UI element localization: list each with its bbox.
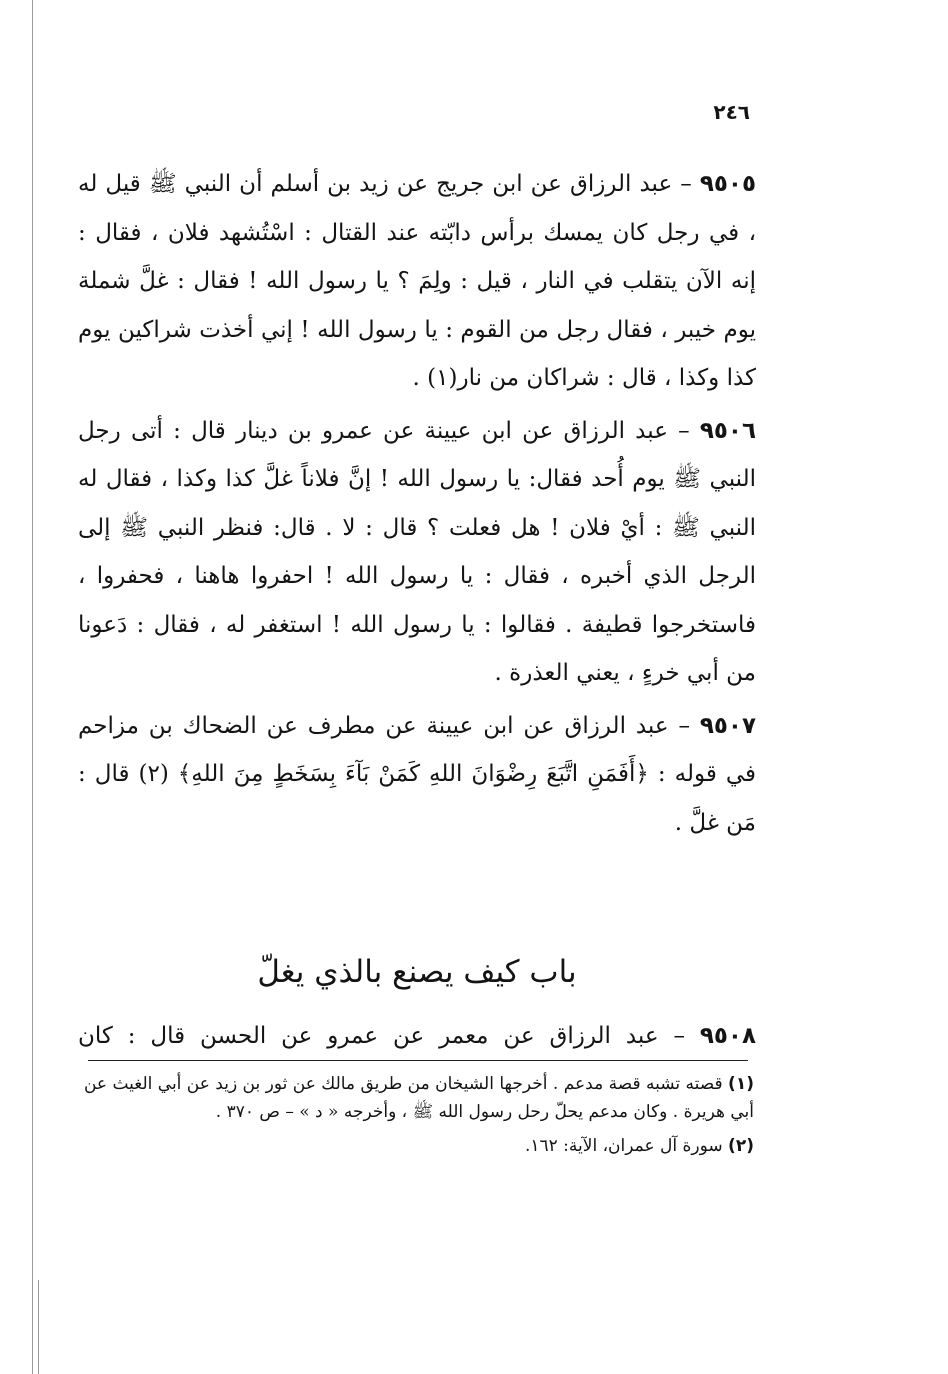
- footnote-divider: [88, 1060, 748, 1061]
- hadith-text: – عبد الرزاق عن ابن عيينة عن مطرف عن الضحاك بن مزاحم في قوله : ﴿أَفَمَنِ اتَّبَعَ رِضْوَانَ اللهِ كَمَنْ بَآءَ بِسَخَطٍ مِنَ اللهِ﴾ (٢) قال : مَن غلَّ .: [78, 712, 756, 836]
- hadith-number: ٩٥٠٦: [699, 417, 756, 444]
- margin-rule-left: [32, 0, 33, 1374]
- main-text: [78, 160, 756, 847]
- hadith-number: ٩٥٠٨: [699, 1023, 756, 1049]
- footnote: [82, 1070, 754, 1126]
- footnotes: [82, 1070, 754, 1160]
- hadith-entry: [78, 702, 756, 848]
- footnote-text: قصته تشبه قصة مدعم . أخرجها الشيخان من طريق مالك عن ثور بن زيد عن أبي الغيث عن أبي هريرة . وكان مدعم يحلّ رحل رسول الله ﷺ ، وأخرجه « د » – ص ٣٧٠ .: [83, 1074, 754, 1122]
- hadith-text: – عبد الرزاق عن ابن جريج عن زيد بن أسلم أن النبي ﷺ قيل له ، في رجل كان يمسك برأس دابّته عند القتال : اسْتُشهد فلان ، فقال : إنه الآن يتقلب في النار ، قيل : ولِمَ ؟ يا رسول الله ! فقال : غلَّ شملة يوم خيبر ، فقال رجل من القوم : يا رسول الله ! إني أخذت شراكين يوم كذا وكذا ، قال : شراكان من نار(١) .: [78, 171, 756, 391]
- hadith-number: ٩٥٠٥: [699, 171, 757, 197]
- hadith-text: – عبد الرزاق عن معمر عن عمرو عن الحسن قال : كان: [78, 1023, 685, 1049]
- footnote-text: سورة آل عمران، الآية: ١٦٢.: [524, 1136, 723, 1156]
- hadith-entry: [78, 160, 756, 403]
- hadith-entry: [78, 407, 756, 698]
- hadith-number: ٩٥٠٧: [699, 712, 757, 739]
- chapter-heading: باب كيف يصنع بالذي يغلّ: [257, 954, 577, 990]
- page-number: ٢٤٦: [713, 100, 750, 124]
- hadith-entry: [78, 1012, 756, 1060]
- margin-rule-left-inner: [38, 1280, 39, 1374]
- footnote: [82, 1132, 754, 1160]
- hadith-text: – عبد الرزاق عن ابن عيينة عن عمرو بن دينار قال : أتى رجل النبي ﷺ يوم أُحد فقال: يا رسول الله ! إنَّ فلاناً غلَّ كذا وكذا ، فقال له النبي ﷺ : أيْ فلان ! هل فعلت ؟ قال : لا . قال: فنظر النبي ﷺ إلى الرجل الذي أخبره ، فقال : يا رسول الله ! احفروا هاهنا ، فحفروا ، فاستخرجوا قطيفة . فقالوا : يا رسول الله ! استغفر له ، فقال : دَعونا من أبي خرءٍ ، يعني العذرة .: [78, 417, 756, 686]
- footnote-marker: (٢): [728, 1136, 754, 1156]
- footnote-marker: (١): [728, 1074, 754, 1094]
